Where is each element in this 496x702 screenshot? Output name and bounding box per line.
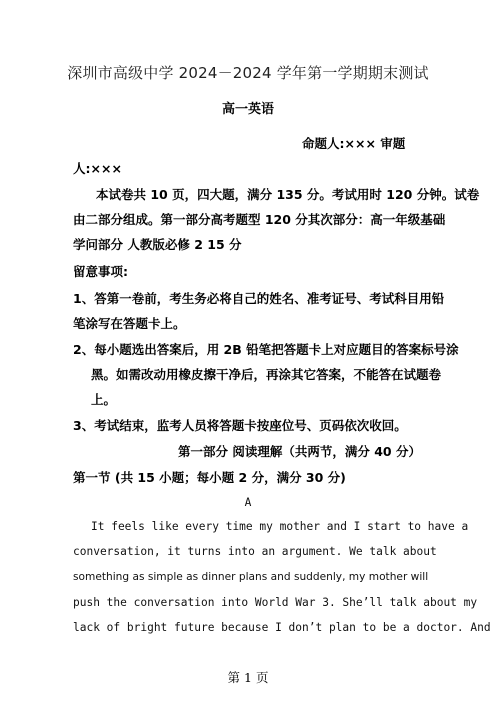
passage-line-3: something as simple as dinner plans and suddenly, my mother will	[73, 571, 429, 583]
authors-line-2: 人:×××	[73, 161, 122, 176]
note-1-line-1: 1、答第一卷前，考生务必将自己的姓名、准考证号、考试科目用铅	[73, 291, 445, 306]
passage-line-1: It feels like every time my mother and I start to have a	[91, 520, 469, 533]
intro-line-3: 学问部分 人教版必修 2 15 分	[73, 237, 242, 252]
notes-heading: 留意事项:	[73, 264, 128, 279]
note-2-line-3: 上。	[91, 392, 117, 407]
part-title: 第一部分 阅读理解（共两节，满分 40 分）	[178, 444, 421, 459]
exam-subject: 高一英语	[221, 102, 274, 117]
authors-line-1: 命题人:××× 审题	[302, 136, 406, 151]
note-1-line-2: 笔涂写在答题卡上。	[73, 316, 186, 331]
page-number: 第 1 页	[227, 670, 269, 685]
note-3: 3、考试结束，监考人员将答题卡按座位号、页码依次收回。	[73, 418, 407, 433]
note-2-line-2: 黑。如需改动用橡皮擦干净后，再涂其它答案，不能答在试题卷	[91, 367, 442, 382]
note-2-line-1: 2、每小题选出答案后，用 2B 铅笔把答题卡上对应题目的答案标号涂	[73, 342, 459, 357]
passage-line-2: conversation, it turns into an argument. We talk about	[73, 545, 437, 558]
exam-title: 深圳市高级中学 2024－2024 学年第一学期期末测试	[67, 64, 429, 82]
passage-label: A	[244, 496, 252, 509]
intro-line-2: 由二部分组成。第一部分高考题型 120 分其次部分：高一年级基础	[73, 212, 446, 227]
section-title: 第一节 (共 15 小题；每小题 2 分，满分 30 分)	[73, 470, 346, 485]
passage-line-5: lack of bright future because I don’t plan to be a doctor. And	[73, 621, 491, 634]
intro-line-1: 本试卷共 10 页，四大题，满分 135 分。考试用时 120 分钟。试卷	[96, 187, 480, 202]
passage-line-4: push the conversation into World War 3. She’ll talk about my	[73, 596, 478, 609]
